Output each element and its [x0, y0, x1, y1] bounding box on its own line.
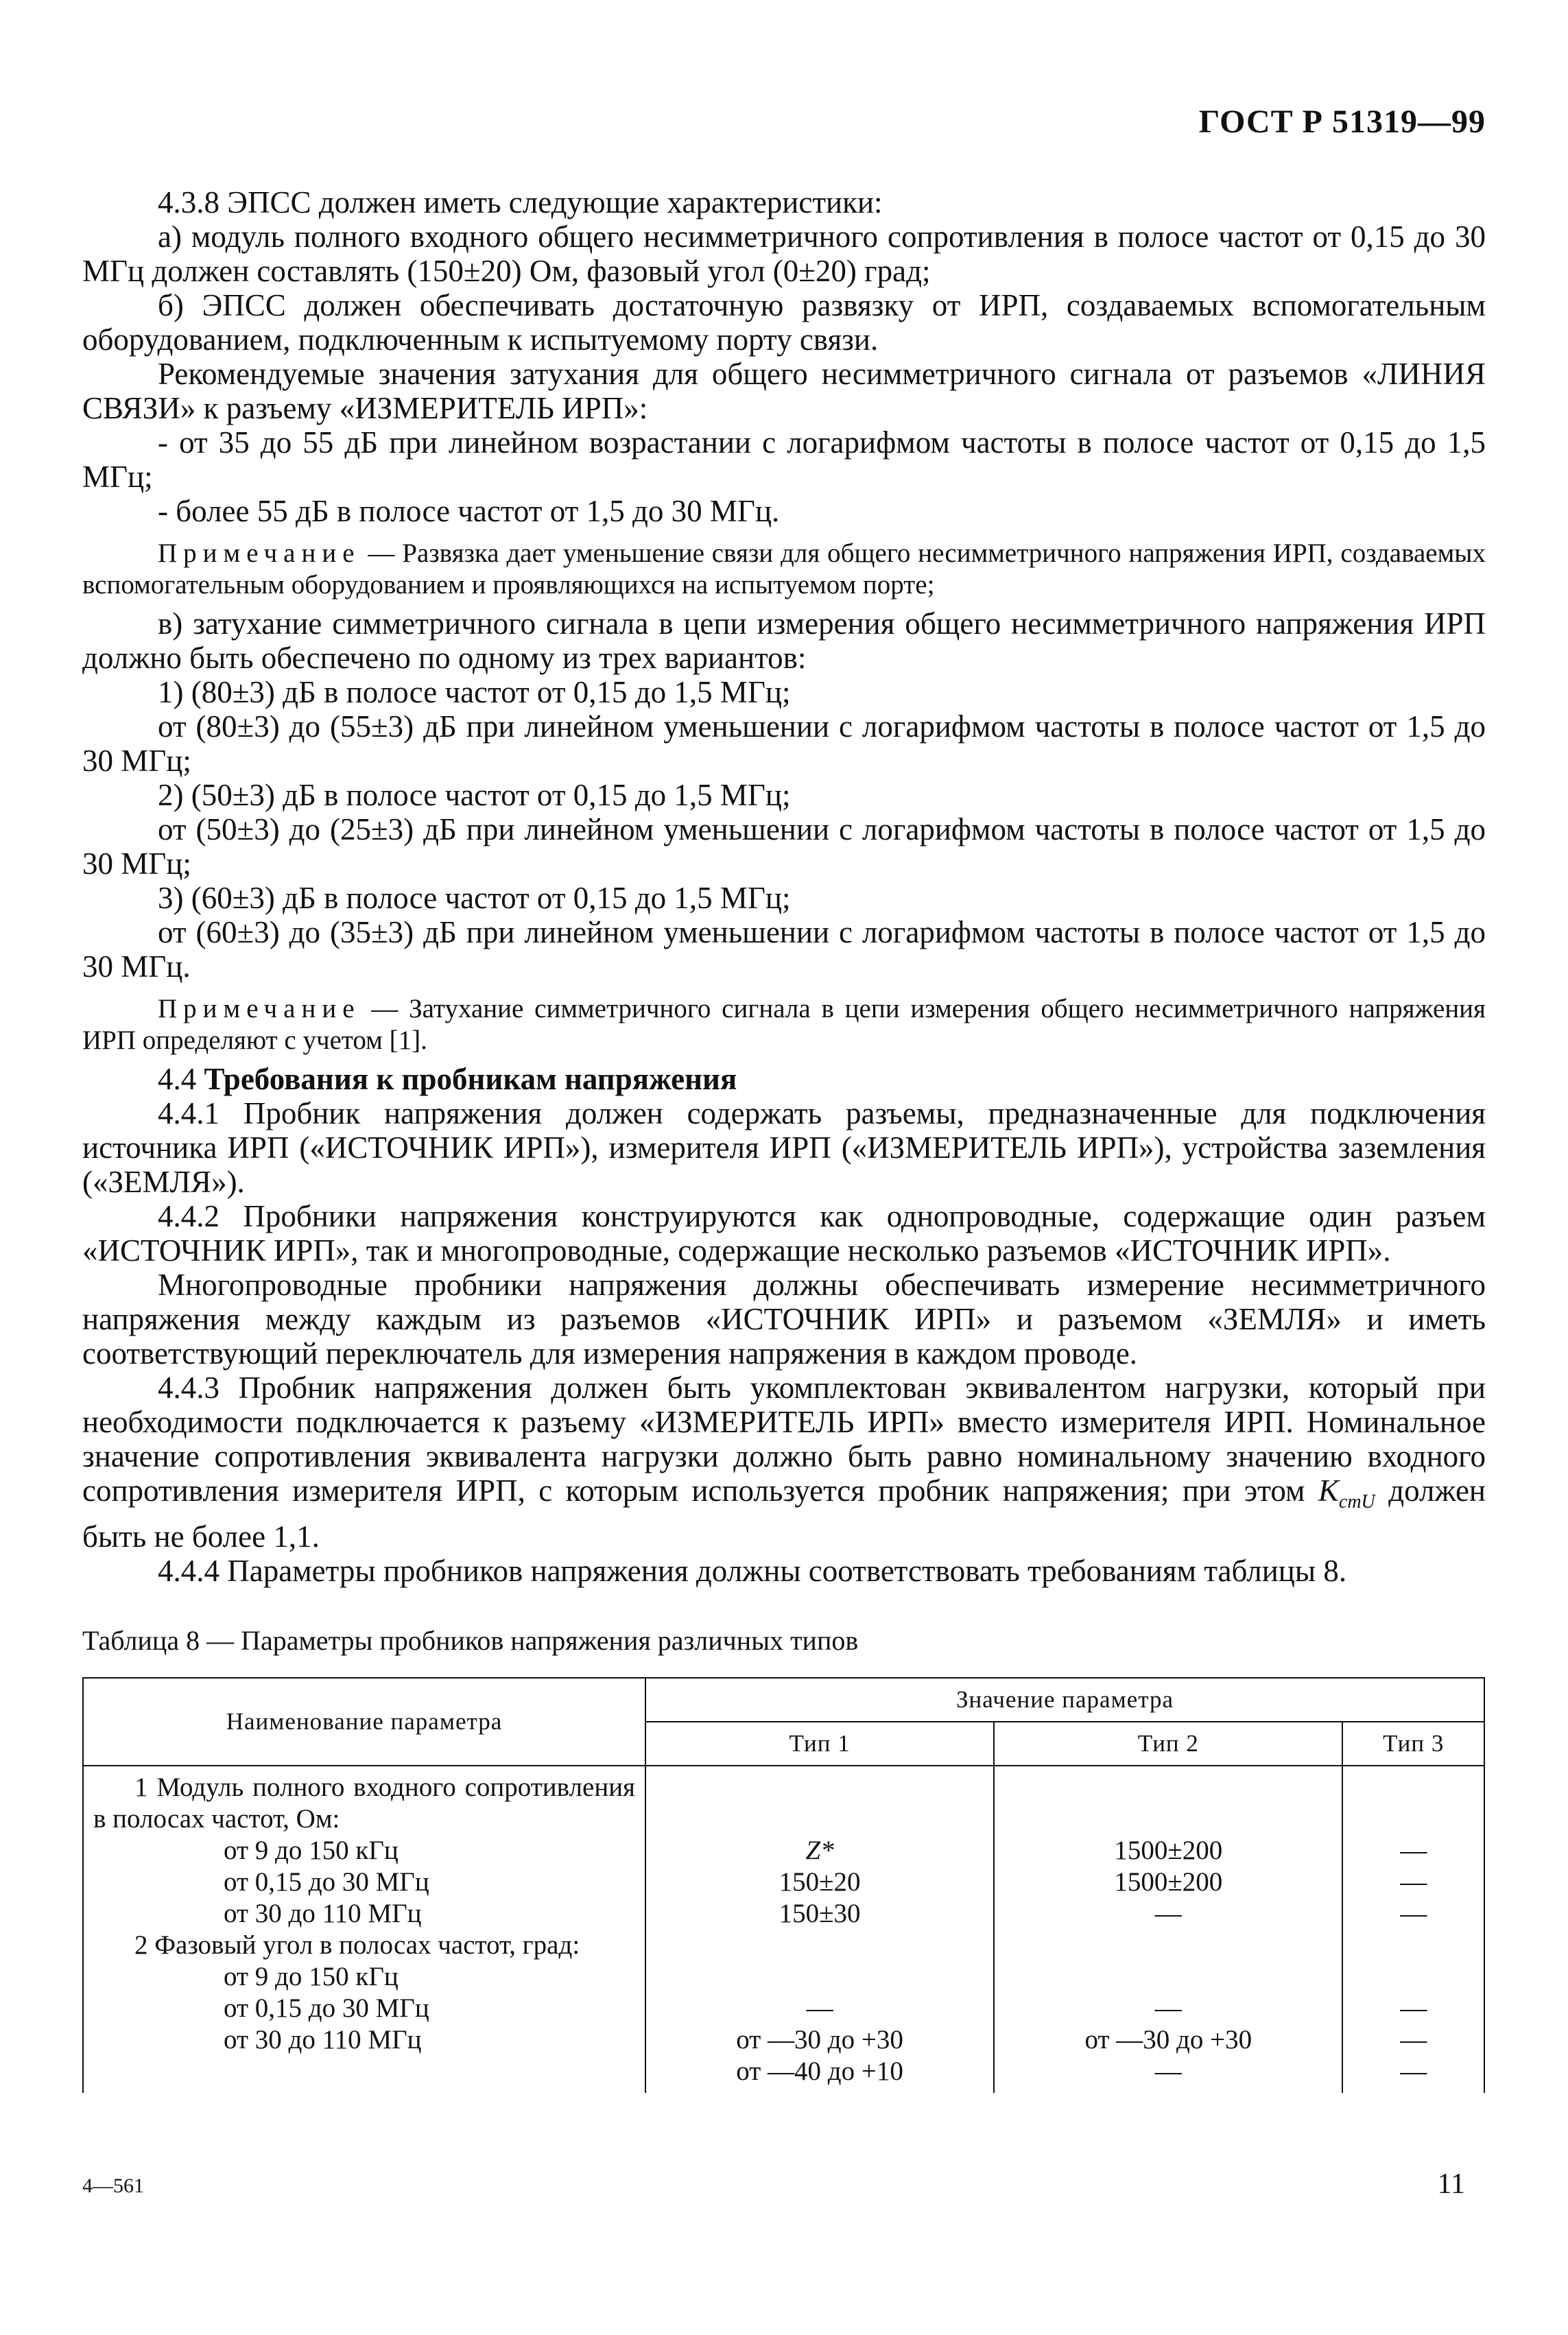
parameters-table: [82, 1677, 1485, 2093]
paragraph-442: 4.4.2 Пробники напряжения конструируются как однопроводные, содержащие один разъем «ИСТОЧНИК ИРП», так и многопроводные, содержащие несколько разъемов «ИСТОЧНИК ИРП».: [82, 1199, 1486, 1268]
note-label: Примечание: [158, 538, 361, 568]
value: от —40 до +10: [736, 2057, 903, 2086]
section-number: 4.4: [158, 1062, 197, 1096]
row-title: 1 Модуль полного входного сопротивления в полосах частот, Ом:: [93, 1773, 635, 1834]
paragraph-442b: Многопроводные пробники напряжения должны обеспечивать измерение несимметричного напряжения между каждым из разъемов «ИСТОЧНИК ИРП» и разъемом «ЗЕМЛЯ» и иметь соответствующий переключатель для измерения напряжения в каждом проводе.: [82, 1268, 1486, 1371]
paragraph-443-text: 4.4.3 Пробник напряжения должен быть укомплектован эквивалентом нагрузки, который при необходимости подключается к разъему «ИЗМЕРИТЕЛЬ ИРП» вместо измерителя ИРП. Номинальное значение сопротивления эквивалента нагрузки должно быть равно номинальному значению входного сопротивления измерителя ИРП, с которым используется пробник напряжения; при этом: [82, 1371, 1486, 1508]
variant-1-detail: от (80±3) до (55±3) дБ при линейном уменьшении с логарифмом частоты в полосе частот от 1,5 до 30 МГц;: [82, 709, 1486, 778]
paragraph-438-b: б) ЭПСС должен обеспечивать достаточную развязку от ИРП, создаваемых вспомогательным оборудованием, подключенным к испытуемому порту связи.: [82, 288, 1486, 357]
range-label: от 9 до 150 кГц: [224, 1836, 399, 1865]
paragraph-438-a: а) модуль полного входного общего несимметричного сопротивления в полосе частот от 0,15 до 30 МГц должен составлять (150±20) Ом, фазовый угол (0±20) град;: [82, 220, 1486, 288]
paragraph-438-v: в) затухание симметричного сигнала в цепи измерения общего несимметричного напряжения ИРП должно быть обеспечено по одному из трех вариантов:: [82, 606, 1486, 675]
value: —: [1400, 2025, 1427, 2054]
header-type-1: Тип 1: [645, 1722, 994, 1766]
type-2-cell: [994, 1766, 1342, 2093]
range-label: от 9 до 150 кГц: [224, 1962, 399, 1991]
value: —: [1400, 1836, 1427, 1865]
paragraph-438-intro: 4.3.8 ЭПСС должен иметь следующие характеристики:: [158, 185, 883, 220]
value: 1500±200: [1114, 1867, 1223, 1897]
value: 150±30: [779, 1899, 861, 1928]
value: —: [1400, 1867, 1427, 1897]
value: —: [1154, 2057, 1182, 2086]
value: —: [1400, 1993, 1427, 2023]
range-label: от 30 до 110 МГц: [224, 1899, 422, 1928]
value: —: [806, 1993, 833, 2023]
value: Z*: [805, 1836, 834, 1865]
paragraph-443-end: должен быть не более 1,1.: [82, 1473, 1486, 1554]
table-row: [83, 1766, 1484, 2093]
param-cell: [83, 1766, 645, 2093]
header-type-3: Тип 3: [1342, 1722, 1484, 1766]
row-title: 2 Фазовый угол в полосах частот, град:: [134, 1930, 580, 1960]
page-number: 11: [1437, 2168, 1465, 2200]
variant-3-detail: от (60±3) до (35±3) дБ при линейном уменьшении с логарифмом частоты в полосе частот от 1,5 до 30 МГц.: [82, 915, 1486, 984]
value: от —30 до +30: [1084, 2025, 1252, 2054]
type-1-cell: [645, 1766, 994, 2093]
section-heading: [82, 1062, 1486, 1096]
note-2: [82, 993, 1486, 1056]
paragraph-441: 4.4.1 Пробник напряжения должен содержать разъемы, предназначенные для подключения источника ИРП («ИСТОЧНИК ИРП»), измерителя ИРП («ИЗМЕРИТЕЛЬ ИРП»), устройства заземления («ЗЕМЛЯ»).: [82, 1096, 1486, 1199]
note-text: — Развязка дает уменьшение связи для общего несимметричного напряжения ИРП, создаваемых вспомогательным оборудованием и проявляющихся на испытуемом порте;: [82, 538, 1486, 600]
header-parameter-value: Значение параметра: [645, 1678, 1484, 1722]
value: 1500±200: [1114, 1836, 1223, 1865]
range-label: от 0,15 до 30 МГц: [224, 1993, 429, 2023]
value: от —30 до +30: [736, 2025, 903, 2054]
paragraph-444: 4.4.4 Параметры пробников напряжения должны соответствовать требованиям таблицы 8.: [158, 1554, 1347, 1588]
ksv-symbol: K: [1318, 1473, 1339, 1508]
note-text: — Затухание симметричного сигнала в цепи измерения общего несимметричного напряжения ИРП определяют с учетом [1].: [82, 994, 1486, 1055]
paragraph-443: [82, 1371, 1486, 1554]
list-item-1: - от 35 до 55 дБ при линейном возрастании с логарифмом частоты в полосе частот от 0,15 до 1,5 МГц;: [82, 425, 1486, 494]
table-caption: Таблица 8 — Параметры пробников напряжения различных типов: [82, 1625, 859, 1656]
header-type-2: Тип 2: [994, 1722, 1342, 1766]
section-title: Требования к пробникам напряжения: [204, 1062, 737, 1096]
list-item-2: - более 55 дБ в полосе частот от 1,5 до 30 МГц.: [158, 494, 780, 528]
note-label: Примечание: [158, 994, 361, 1023]
value: —: [1400, 1899, 1427, 1928]
variant-2-detail: от (50±3) до (25±3) дБ при линейном уменьшении с логарифмом частоты в полосе частот от 1,5 до 30 МГц;: [82, 812, 1486, 881]
variant-2: 2) (50±3) дБ в полосе частот от 0,15 до 1,5 МГц;: [158, 778, 791, 812]
range-label: от 30 до 110 МГц: [224, 2025, 422, 2054]
range-label: от 0,15 до 30 МГц: [224, 1867, 429, 1897]
value: —: [1154, 1993, 1182, 2023]
value: —: [1154, 1899, 1182, 1928]
header-parameter-name: Наименование параметра: [83, 1678, 645, 1766]
ksv-subscript: стU: [1338, 1491, 1375, 1513]
document-standard-number: ГОСТ Р 51319—99: [1198, 104, 1486, 140]
type-3-cell: [1342, 1766, 1484, 2093]
variant-3: 3) (60±3) дБ в полосе частот от 0,15 до 1,5 МГц;: [158, 881, 791, 915]
value: —: [1400, 2057, 1427, 2086]
main-text: [82, 185, 1486, 1588]
note-1: [82, 538, 1486, 601]
variant-1: 1) (80±3) дБ в полосе частот от 0,15 до 1,5 МГц;: [158, 675, 791, 709]
paragraph-recommend: Рекомендуемые значения затухания для общего несимметричного сигнала от разъемов «ЛИНИЯ СВЯЗИ» к разъему «ИЗМЕРИТЕЛЬ ИРП»:: [82, 357, 1486, 425]
footer-code: 4—561: [82, 2174, 144, 2197]
value: 150±20: [779, 1867, 861, 1897]
